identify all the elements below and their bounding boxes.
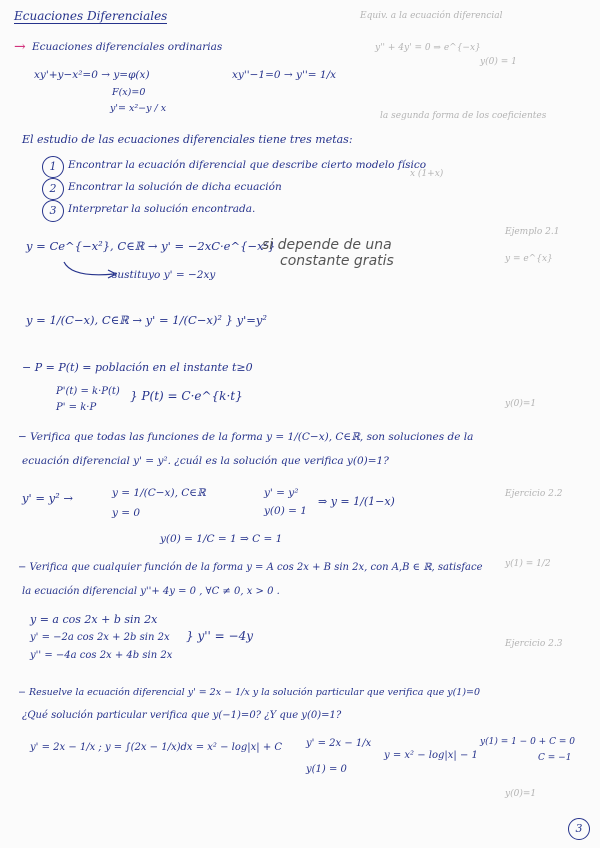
exercise-1-statement-line-1: − Verifica que todas las funciones de la forma y = 1/(C−x), C∈ℝ, son soluciones de la — [18, 431, 474, 443]
goal-number-2: 2 — [42, 178, 64, 200]
exercise-1-system-2: y(0) = 1 — [264, 505, 307, 517]
bleed-text-8: y(0)=1 — [505, 399, 537, 409]
bleed-text-12: y(0)=1 — [505, 789, 537, 799]
page-title: Ecuaciones Diferenciales — [14, 9, 168, 23]
exercise-3-constant-2: C = −1 — [538, 753, 572, 763]
section-heading: Ecuaciones diferenciales ordinarias — [32, 41, 223, 53]
exercise-2-statement-line-1: − Verifica que cualquier función de la forma y = A cos 2x + B sin 2x, con A,B ∈ ℝ, satisface — [18, 562, 483, 573]
intro-equation-4: xy''−1=0 → y''= 1/x — [232, 69, 337, 81]
goal-text-3: Interpretar la solución encontrada. — [68, 203, 256, 215]
exercise-3-constant-1: y(1) = 1 − 0 + C = 0 — [480, 737, 575, 747]
exercise-1-answer-1: y' = y² → — [22, 491, 74, 505]
example-2-equation: y = 1/(C−x), C∈ℝ → y' = 1/(C−x)² } y'=y² — [26, 313, 267, 327]
goal-text-2: Encontrar la solución de dicha ecuación — [68, 181, 282, 193]
exercise-1-statement-line-2: ecuación diferencial y' = y². ¿cuál es la solución que verifica y(0)=1? — [22, 455, 389, 467]
exercise-3-system-1: y' = 2x − 1/x — [306, 738, 372, 749]
pencil-note-line-2: constante gratis — [280, 253, 394, 269]
bleed-text-9: Ejercicio 2.2 — [505, 489, 563, 499]
goal-number-1: 1 — [42, 156, 64, 178]
exercise-3-solution: y = x² − log|x| − 1 — [384, 750, 478, 761]
exercise-3-statement-line-1: − Resuelve la ecuación diferencial y' = 2x − 1/x y la solución particular que verifica que y(1)=0 — [18, 687, 481, 698]
bleed-text-5: x (1+x) — [410, 169, 444, 179]
exercise-1-answer-2: y = 1/(C−x), C∈ℝ — [112, 487, 206, 499]
intro-equation-3: y'= x²−y / x — [110, 103, 167, 114]
goals-intro: El estudio de las ecuaciones diferenciales tiene tres metas: — [22, 133, 353, 146]
exercise-2-statement-line-2: la ecuación diferencial y''+ 4y = 0 , ∀C ≠ 0, x > 0 . — [22, 586, 280, 597]
bleed-text-2: y'' + 4y' = 0 ⇒ e^{−x} — [375, 43, 481, 53]
substitution-line: sustituyo y' = −2xy — [112, 269, 216, 281]
population-equation-1: P'(t) = k·P(t) — [56, 386, 120, 397]
goal-text-1: Encontrar la ecuación diferencial que describe cierto modelo físico — [68, 159, 427, 171]
bleed-text-4: la segunda forma de los coeficientes — [380, 111, 547, 121]
exercise-2-equation-2: y' = −2a cos 2x + 2b sin 2x — [30, 632, 170, 643]
goal-number-3: 3 — [42, 200, 64, 222]
population-equation-2: P' = k·P — [56, 402, 97, 413]
bullet-arrow: → — [14, 39, 26, 55]
exercise-3-integral: y' = 2x − 1/x ; y = ∫(2x − 1/x)dx = x² − log|x| + C — [30, 742, 283, 753]
exercise-2-equation-3: y'' = −4a cos 2x + 4b sin 2x — [30, 650, 173, 661]
exercise-2-result: } y'' = −4y — [186, 629, 253, 643]
pencil-note-line-1: si depende de una — [262, 237, 392, 253]
bleed-text-11: Ejercicio 2.3 — [505, 639, 563, 649]
intro-equation-2: F(x)=0 — [112, 87, 146, 98]
population-definition: − P = P(t) = población en el instante t≥0 — [22, 361, 253, 374]
exercise-1-answer-3: y = 0 — [112, 507, 141, 519]
population-result: } P(t) = C·e^{k·t} — [130, 389, 243, 403]
page-number: 3 — [568, 818, 590, 840]
bleed-text-10: y(1) = 1/2 — [505, 559, 551, 569]
exercise-1-system-1: y' = y² — [264, 487, 299, 499]
bleed-text-1: Equiv. a la ecuación diferencial — [360, 11, 503, 21]
exercise-2-equation-1: y = a cos 2x + b sin 2x — [30, 613, 158, 626]
exercise-3-system-2: y(1) = 0 — [306, 764, 347, 775]
bleed-text-3: y(0) = 1 — [480, 57, 517, 67]
exercise-1-system-result: ⇒ y = 1/(1−x) — [318, 495, 395, 508]
bleed-text-7: y = e^{x} — [505, 254, 553, 264]
bleed-text-6: Ejemplo 2.1 — [505, 227, 560, 237]
exercise-1-initial-value: y(0) = 1/C = 1 ⇒ C = 1 — [160, 533, 283, 545]
intro-equation-1: xy'+y−x²=0 → y=φ(x) — [34, 69, 150, 81]
example-equation: y = Ce^{−x²}, C∈ℝ → y' = −2xC·e^{−x²} — [26, 239, 276, 253]
exercise-3-statement-line-2: ¿Qué solución particular verifica que y(−1)=0? ¿Y que y(0)=1? — [22, 710, 342, 721]
